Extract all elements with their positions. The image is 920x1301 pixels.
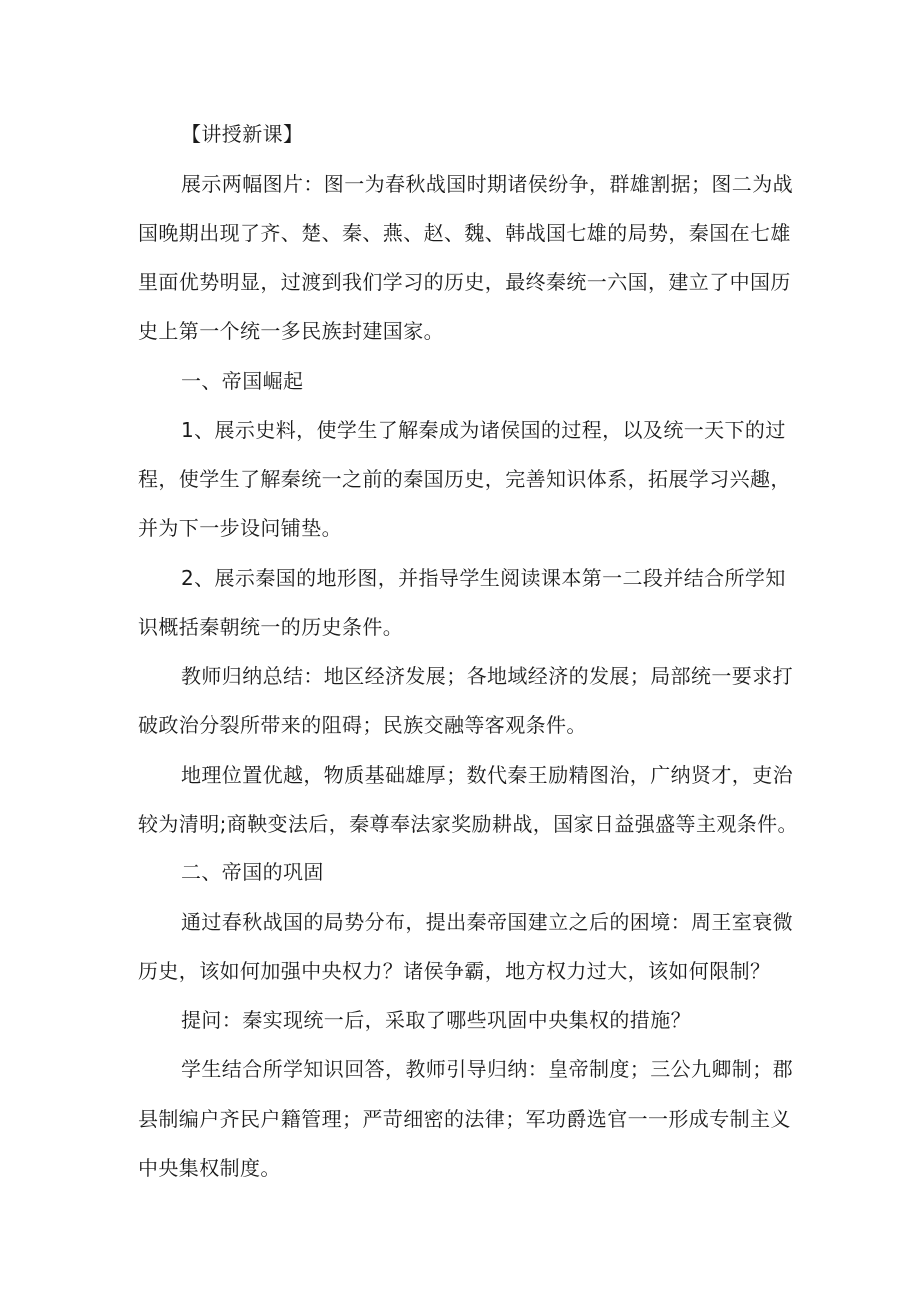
item2-line-1: 2、展示秦国的地形图，并指导学生阅读课本第一二段并结合所学知 xyxy=(181,566,786,590)
summary1-line-2: 破政治分裂所带来的阻碍；民族交融等客观条件。 xyxy=(138,713,587,737)
answer-line-2: 县制编户齐民户籍管理；严苛细密的法律；军功爵选官一一形成专制主义 xyxy=(138,1107,791,1131)
section2-title: 二、帝国的巩固 xyxy=(181,860,324,884)
summary1-line-1: 教师归纳总结：地区经济发展；各地域经济的发展；局部统一要求打 xyxy=(181,664,793,688)
situation-line-2: 历史，该如何加强中央权力？诸侯争霸，地方权力过大，该如何限制？ xyxy=(138,959,771,983)
item1-line-2: 程，使学生了解秦统一之前的秦国历史，完善知识体系，拓展学习兴趣， xyxy=(138,467,791,491)
summary2-line-1: 地理位置优越，物质基础雄厚；数代秦王励精图治，广纳贤才，吏治 xyxy=(181,763,793,787)
intro-line-4: 史上第一个统一多民族封建国家。 xyxy=(138,319,444,343)
intro-line-1: 展示两幅图片：图一为春秋战国时期诸侯纷争，群雄割据；图二为战 xyxy=(181,172,793,196)
section1-title: 一、帝国崛起 xyxy=(181,369,304,393)
intro-line-3: 里面优势明显，过渡到我们学习的历史，最终秦统一六国，建立了中国历 xyxy=(138,270,791,294)
intro-line-2: 国晚期出现了齐、楚、秦、燕、赵、魏、韩战国七雄的局势，秦国在七雄 xyxy=(138,221,791,245)
summary2-line-2: 较为清明;商鞅变法后，秦尊奉法家奖励耕战，国家日益强盛等主观条件。 xyxy=(138,812,798,836)
item1-line-3: 并为下一步设问铺垫。 xyxy=(138,516,342,540)
answer-line-3: 中央集权制度。 xyxy=(138,1156,281,1180)
answer-line-1: 学生结合所学知识回答，教师引导归纳：皇帝制度；三公九卿制；郡 xyxy=(181,1057,793,1081)
heading: 【讲授新课】 xyxy=(181,122,304,146)
question-line: 提问：秦实现统一后，采取了哪些巩固中央集权的措施？ xyxy=(181,1008,691,1032)
situation-line-1: 通过春秋战国的局势分布，提出秦帝国建立之后的困境：周王室衰微 xyxy=(181,910,793,934)
item2-line-2: 识概括秦朝统一的历史条件。 xyxy=(138,615,404,639)
item1-line-1: 1、展示史料，使学生了解秦成为诸侯国的过程，以及统一天下的过 xyxy=(181,418,786,442)
